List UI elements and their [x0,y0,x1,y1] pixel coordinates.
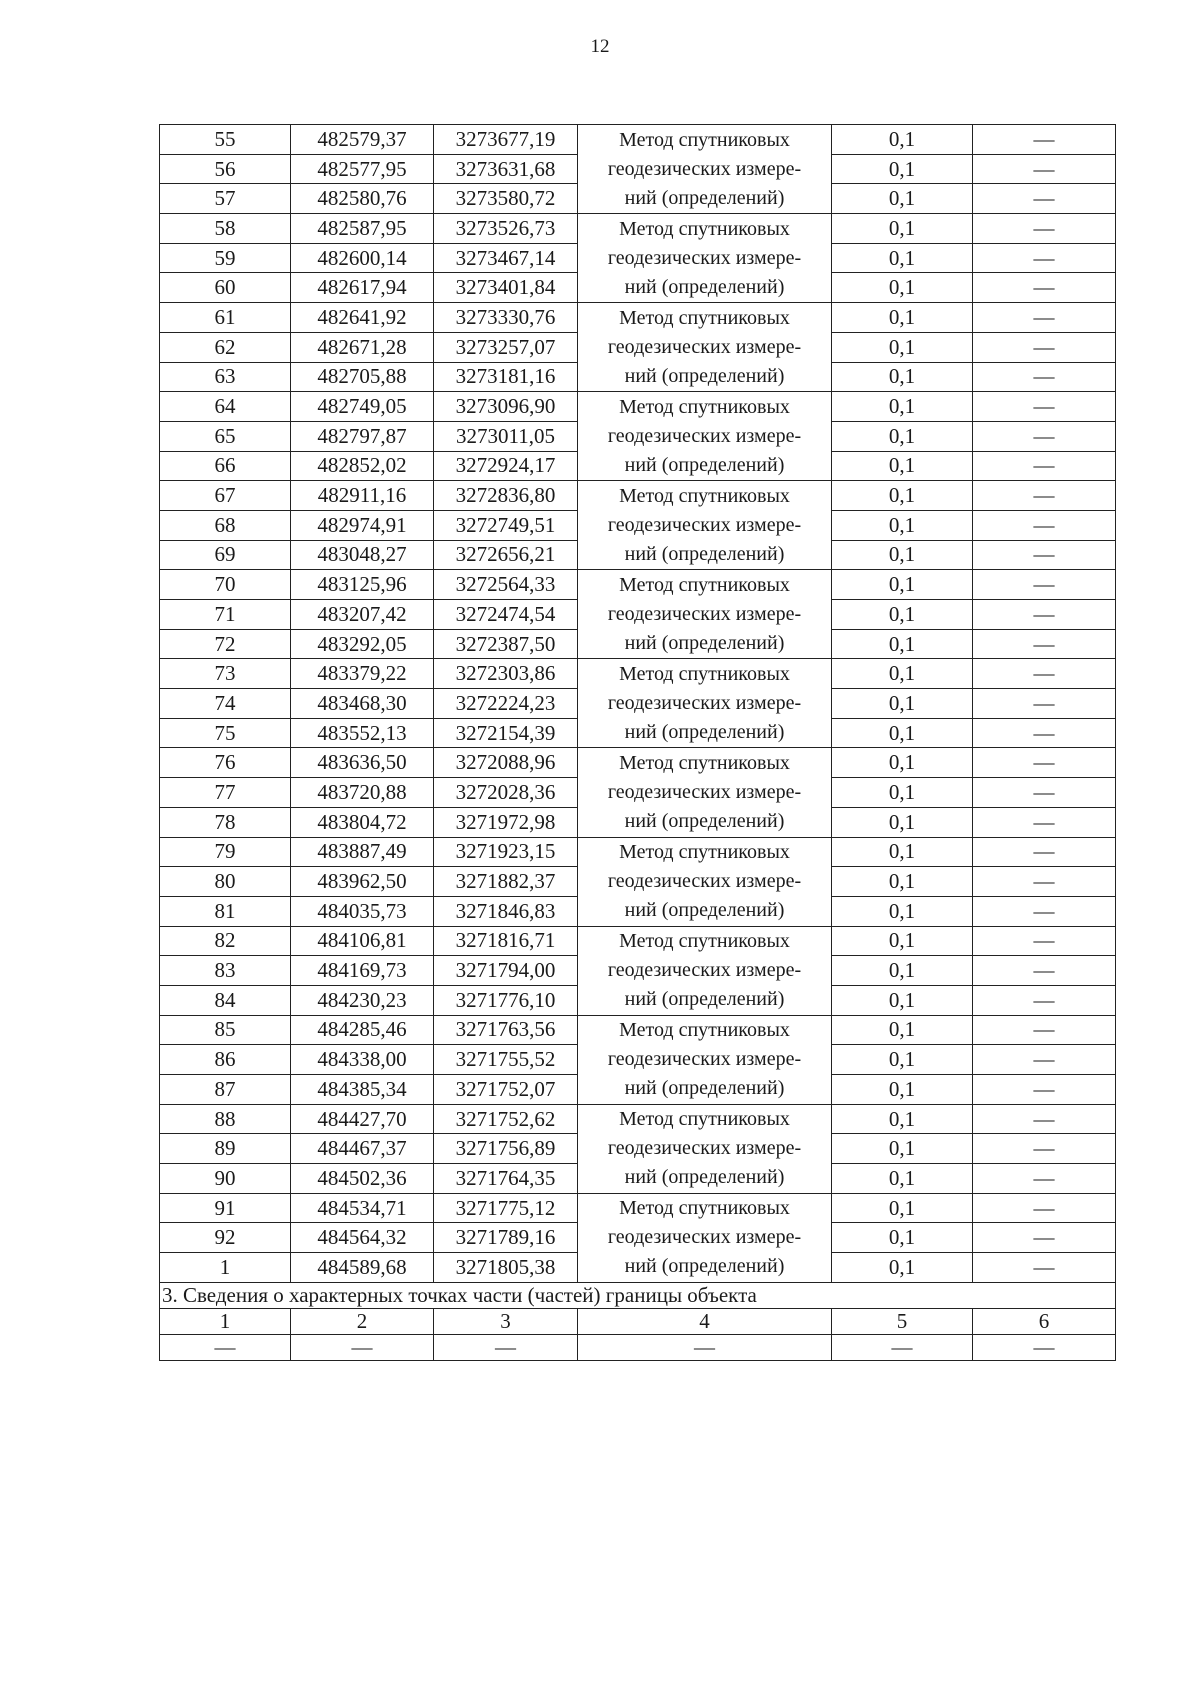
method-text-line: ний (определений) [624,809,785,832]
description-cell: — [973,273,1116,303]
accuracy-cell: 0,1 [832,332,973,362]
point-number-cell: 81 [160,896,291,926]
table-row [160,303,1116,333]
method-text-line: геодезических измере- [607,1226,802,1249]
table-row [160,926,1116,956]
description-cell: — [973,332,1116,362]
method-text-line: Метод спутниковых [619,662,790,685]
description-cell: — [973,629,1116,659]
x-coordinate-cell: 482749,05 [291,392,434,422]
y-coordinate-cell: 3271816,71 [434,926,578,956]
x-coordinate-cell: 483887,49 [291,837,434,867]
y-coordinate-cell: 3273467,14 [434,243,578,273]
accuracy-cell: 0,1 [832,570,973,600]
method-text-line: геодезических измере- [607,691,802,714]
x-coordinate-cell: 484534,71 [291,1193,434,1223]
x-coordinate-cell: 482580,76 [291,184,434,214]
point-number-cell: 1 [160,1253,291,1283]
accuracy-cell: 0,1 [832,896,973,926]
x-coordinate-cell: 483379,22 [291,659,434,689]
coordinates-table-body [160,125,1116,1361]
accuracy-cell: 0,1 [832,689,973,719]
description-cell: — [973,985,1116,1015]
method-text-line: геодезических измере- [607,335,802,358]
x-coordinate-cell: 482617,94 [291,273,434,303]
accuracy-cell: 0,1 [832,1253,973,1283]
method-text-line: Метод спутниковых [619,930,790,953]
method-text-line: геодезических измере- [607,513,802,536]
method-text-line: геодезических измере- [607,1048,802,1071]
description-cell: — [973,748,1116,778]
method-cell [578,659,832,748]
point-number-cell: 82 [160,926,291,956]
accuracy-cell: 0,1 [832,154,973,184]
x-coordinate-cell: 482577,95 [291,154,434,184]
description-cell: — [973,837,1116,867]
x-coordinate-cell: 483207,42 [291,600,434,630]
y-coordinate-cell: 3273677,19 [434,125,578,155]
method-text-line: Метод спутниковых [619,1197,790,1220]
empty-cell: — [434,1334,578,1360]
method-cell [578,570,832,659]
point-number-cell: 64 [160,392,291,422]
coordinates-table [159,124,1116,1361]
description-cell: — [973,154,1116,184]
accuracy-cell: 0,1 [832,867,973,897]
column-number-cell: 1 [160,1308,291,1334]
accuracy-cell: 0,1 [832,125,973,155]
point-number-cell: 56 [160,154,291,184]
y-coordinate-cell: 3273096,90 [434,392,578,422]
accuracy-cell: 0,1 [832,303,973,333]
column-number-cell: 4 [578,1308,832,1334]
point-number-cell: 79 [160,837,291,867]
page-number: 12 [590,36,610,57]
accuracy-cell: 0,1 [832,748,973,778]
x-coordinate-cell: 483962,50 [291,867,434,897]
point-number-cell: 63 [160,362,291,392]
x-coordinate-cell: 484338,00 [291,1045,434,1075]
point-number-cell: 87 [160,1075,291,1105]
method-text-line: Метод спутниковых [619,217,790,240]
point-number-cell: 80 [160,867,291,897]
x-coordinate-cell: 482600,14 [291,243,434,273]
point-number-cell: 76 [160,748,291,778]
description-cell: — [973,1253,1116,1283]
description-cell: — [973,481,1116,511]
point-number-cell: 92 [160,1223,291,1253]
column-number-cell: 2 [291,1308,434,1334]
description-cell: — [973,184,1116,214]
table-row [160,1104,1116,1134]
point-number-cell: 62 [160,332,291,362]
method-text-line: геодезических измере- [607,959,802,982]
description-cell: — [973,540,1116,570]
y-coordinate-cell: 3271764,35 [434,1164,578,1194]
accuracy-cell: 0,1 [832,718,973,748]
y-coordinate-cell: 3271882,37 [434,867,578,897]
x-coordinate-cell: 483720,88 [291,778,434,808]
method-text-line: Метод спутниковых [619,841,790,864]
x-coordinate-cell: 482797,87 [291,421,434,451]
description-cell: — [973,1193,1116,1223]
method-text-line: ний (определений) [624,186,785,209]
point-number-cell: 78 [160,807,291,837]
x-coordinate-cell: 484035,73 [291,896,434,926]
point-number-cell: 68 [160,510,291,540]
method-cell [578,1015,832,1104]
point-number-cell: 75 [160,718,291,748]
method-text-line: ний (определений) [624,1166,785,1189]
x-coordinate-cell: 482852,02 [291,451,434,481]
method-text-line: ний (определений) [624,364,785,387]
y-coordinate-cell: 3273257,07 [434,332,578,362]
empty-cell: — [578,1334,832,1360]
accuracy-cell: 0,1 [832,421,973,451]
method-text-line: Метод спутниковых [619,395,790,418]
y-coordinate-cell: 3273526,73 [434,214,578,244]
x-coordinate-cell: 483636,50 [291,748,434,778]
method-text-line: Метод спутниковых [619,1108,790,1131]
description-cell: — [973,1015,1116,1045]
description-cell: — [973,867,1116,897]
description-cell: — [973,778,1116,808]
method-text-line: ний (определений) [624,988,785,1011]
description-cell: — [973,926,1116,956]
x-coordinate-cell: 484385,34 [291,1075,434,1105]
table-row [160,1015,1116,1045]
accuracy-cell: 0,1 [832,1075,973,1105]
y-coordinate-cell: 3272474,54 [434,600,578,630]
description-cell: — [973,718,1116,748]
y-coordinate-cell: 3273330,76 [434,303,578,333]
accuracy-cell: 0,1 [832,540,973,570]
method-text-line: Метод спутниковых [619,306,790,329]
y-coordinate-cell: 3271775,12 [434,1193,578,1223]
x-coordinate-cell: 484230,23 [291,985,434,1015]
method-cell [578,1193,832,1282]
empty-cell: — [291,1334,434,1360]
y-coordinate-cell: 3271752,07 [434,1075,578,1105]
accuracy-cell: 0,1 [832,214,973,244]
y-coordinate-cell: 3271972,98 [434,807,578,837]
method-text-line: геодезических измере- [607,870,802,893]
method-text-line: геодезических измере- [607,602,802,625]
accuracy-cell: 0,1 [832,392,973,422]
method-text-line: Метод спутниковых [619,128,790,151]
accuracy-cell: 0,1 [832,1045,973,1075]
method-text-line: ний (определений) [624,631,785,654]
point-number-cell: 86 [160,1045,291,1075]
x-coordinate-cell: 484467,37 [291,1134,434,1164]
y-coordinate-cell: 3272303,86 [434,659,578,689]
description-cell: — [973,1164,1116,1194]
description-cell: — [973,659,1116,689]
section-3-empty-row [160,1334,1116,1360]
point-number-cell: 85 [160,1015,291,1045]
x-coordinate-cell: 483125,96 [291,570,434,600]
point-number-cell: 71 [160,600,291,630]
table-row [160,570,1116,600]
accuracy-cell: 0,1 [832,243,973,273]
accuracy-cell: 0,1 [832,1134,973,1164]
description-cell: — [973,689,1116,719]
method-text-line: ний (определений) [624,720,785,743]
method-text-line: ний (определений) [624,1255,785,1278]
description-cell: — [973,125,1116,155]
accuracy-cell: 0,1 [832,778,973,808]
description-cell: — [973,1045,1116,1075]
y-coordinate-cell: 3272028,36 [434,778,578,808]
point-number-cell: 55 [160,125,291,155]
accuracy-cell: 0,1 [832,184,973,214]
y-coordinate-cell: 3272749,51 [434,510,578,540]
column-number-cell: 6 [973,1308,1116,1334]
table-row [160,481,1116,511]
point-number-cell: 84 [160,985,291,1015]
y-coordinate-cell: 3271789,16 [434,1223,578,1253]
column-number-cell: 3 [434,1308,578,1334]
x-coordinate-cell: 482974,91 [291,510,434,540]
y-coordinate-cell: 3272564,33 [434,570,578,600]
point-number-cell: 83 [160,956,291,986]
description-cell: — [973,1104,1116,1134]
accuracy-cell: 0,1 [832,985,973,1015]
empty-cell: — [160,1334,291,1360]
x-coordinate-cell: 482587,95 [291,214,434,244]
x-coordinate-cell: 484502,36 [291,1164,434,1194]
accuracy-cell: 0,1 [832,1223,973,1253]
x-coordinate-cell: 484285,46 [291,1015,434,1045]
description-cell: — [973,303,1116,333]
description-cell: — [973,956,1116,986]
point-number-cell: 74 [160,689,291,719]
y-coordinate-cell: 3271805,38 [434,1253,578,1283]
method-text-line: ний (определений) [624,542,785,565]
x-coordinate-cell: 483552,13 [291,718,434,748]
accuracy-cell: 0,1 [832,659,973,689]
description-cell: — [973,392,1116,422]
accuracy-cell: 0,1 [832,1164,973,1194]
y-coordinate-cell: 3271846,83 [434,896,578,926]
method-cell [578,125,832,214]
method-text-line: геодезических измере- [607,157,802,180]
method-cell [578,481,832,570]
y-coordinate-cell: 3272836,80 [434,481,578,511]
y-coordinate-cell: 3271763,56 [434,1015,578,1045]
x-coordinate-cell: 484564,32 [291,1223,434,1253]
y-coordinate-cell: 3271756,89 [434,1134,578,1164]
description-cell: — [973,1075,1116,1105]
method-cell [578,303,832,392]
y-coordinate-cell: 3271752,62 [434,1104,578,1134]
table-row [160,837,1116,867]
method-text-line: ний (определений) [624,899,785,922]
method-text-line: ний (определений) [624,1077,785,1100]
accuracy-cell: 0,1 [832,629,973,659]
description-cell: — [973,243,1116,273]
point-number-cell: 69 [160,540,291,570]
accuracy-cell: 0,1 [832,1015,973,1045]
point-number-cell: 58 [160,214,291,244]
method-cell [578,392,832,481]
point-number-cell: 91 [160,1193,291,1223]
y-coordinate-cell: 3272088,96 [434,748,578,778]
y-coordinate-cell: 3272656,21 [434,540,578,570]
method-text-line: геодезических измере- [607,780,802,803]
y-coordinate-cell: 3273011,05 [434,421,578,451]
accuracy-cell: 0,1 [832,1193,973,1223]
method-text-line: Метод спутниковых [619,484,790,507]
point-number-cell: 59 [160,243,291,273]
description-cell: — [973,451,1116,481]
point-number-cell: 61 [160,303,291,333]
x-coordinate-cell: 484169,73 [291,956,434,986]
point-number-cell: 65 [160,421,291,451]
description-cell: — [973,896,1116,926]
method-text-line: ний (определений) [624,275,785,298]
description-cell: — [973,600,1116,630]
y-coordinate-cell: 3271755,52 [434,1045,578,1075]
y-coordinate-cell: 3273580,72 [434,184,578,214]
x-coordinate-cell: 484106,81 [291,926,434,956]
point-number-cell: 90 [160,1164,291,1194]
y-coordinate-cell: 3273181,16 [434,362,578,392]
method-cell [578,837,832,926]
x-coordinate-cell: 482671,28 [291,332,434,362]
method-text-line: Метод спутниковых [619,1019,790,1042]
table-row [160,1193,1116,1223]
point-number-cell: 72 [160,629,291,659]
accuracy-cell: 0,1 [832,926,973,956]
point-number-cell: 88 [160,1104,291,1134]
method-cell [578,1104,832,1193]
y-coordinate-cell: 3273631,68 [434,154,578,184]
description-cell: — [973,362,1116,392]
y-coordinate-cell: 3272387,50 [434,629,578,659]
table-row [160,214,1116,244]
x-coordinate-cell: 483804,72 [291,807,434,837]
point-number-cell: 73 [160,659,291,689]
accuracy-cell: 0,1 [832,451,973,481]
method-cell [578,214,832,303]
accuracy-cell: 0,1 [832,807,973,837]
x-coordinate-cell: 483048,27 [291,540,434,570]
y-coordinate-cell: 3272924,17 [434,451,578,481]
y-coordinate-cell: 3273401,84 [434,273,578,303]
description-cell: — [973,214,1116,244]
accuracy-cell: 0,1 [832,837,973,867]
point-number-cell: 77 [160,778,291,808]
x-coordinate-cell: 484589,68 [291,1253,434,1283]
method-text-line: ний (определений) [624,453,785,476]
x-coordinate-cell: 483468,30 [291,689,434,719]
accuracy-cell: 0,1 [832,1104,973,1134]
description-cell: — [973,1134,1116,1164]
empty-cell: — [973,1334,1116,1360]
method-text-line: Метод спутниковых [619,573,790,596]
section-3-title-row [160,1282,1116,1308]
column-number-cell: 5 [832,1308,973,1334]
description-cell: — [973,807,1116,837]
description-cell: — [973,570,1116,600]
table-row [160,392,1116,422]
x-coordinate-cell: 482705,88 [291,362,434,392]
method-cell [578,748,832,837]
table-row [160,748,1116,778]
method-text-line: Метод спутниковых [619,751,790,774]
column-number-row [160,1308,1116,1334]
point-number-cell: 66 [160,451,291,481]
method-cell [578,926,832,1015]
description-cell: — [973,510,1116,540]
x-coordinate-cell: 482911,16 [291,481,434,511]
y-coordinate-cell: 3271794,00 [434,956,578,986]
point-number-cell: 57 [160,184,291,214]
point-number-cell: 60 [160,273,291,303]
method-text-line: геодезических измере- [607,1137,802,1160]
accuracy-cell: 0,1 [832,510,973,540]
x-coordinate-cell: 482579,37 [291,125,434,155]
y-coordinate-cell: 3271776,10 [434,985,578,1015]
point-number-cell: 67 [160,481,291,511]
section-3-title: 3. Сведения о характерных точках части (частей) границы объекта [160,1282,1116,1308]
y-coordinate-cell: 3271923,15 [434,837,578,867]
empty-cell: — [832,1334,973,1360]
accuracy-cell: 0,1 [832,362,973,392]
description-cell: — [973,1223,1116,1253]
accuracy-cell: 0,1 [832,600,973,630]
table-row [160,125,1116,155]
method-text-line: геодезических измере- [607,246,802,269]
description-cell: — [973,421,1116,451]
y-coordinate-cell: 3272224,23 [434,689,578,719]
x-coordinate-cell: 484427,70 [291,1104,434,1134]
x-coordinate-cell: 482641,92 [291,303,434,333]
accuracy-cell: 0,1 [832,956,973,986]
y-coordinate-cell: 3272154,39 [434,718,578,748]
x-coordinate-cell: 483292,05 [291,629,434,659]
table-row [160,659,1116,689]
point-number-cell: 89 [160,1134,291,1164]
method-text-line: геодезических измере- [607,424,802,447]
accuracy-cell: 0,1 [832,481,973,511]
accuracy-cell: 0,1 [832,273,973,303]
point-number-cell: 70 [160,570,291,600]
